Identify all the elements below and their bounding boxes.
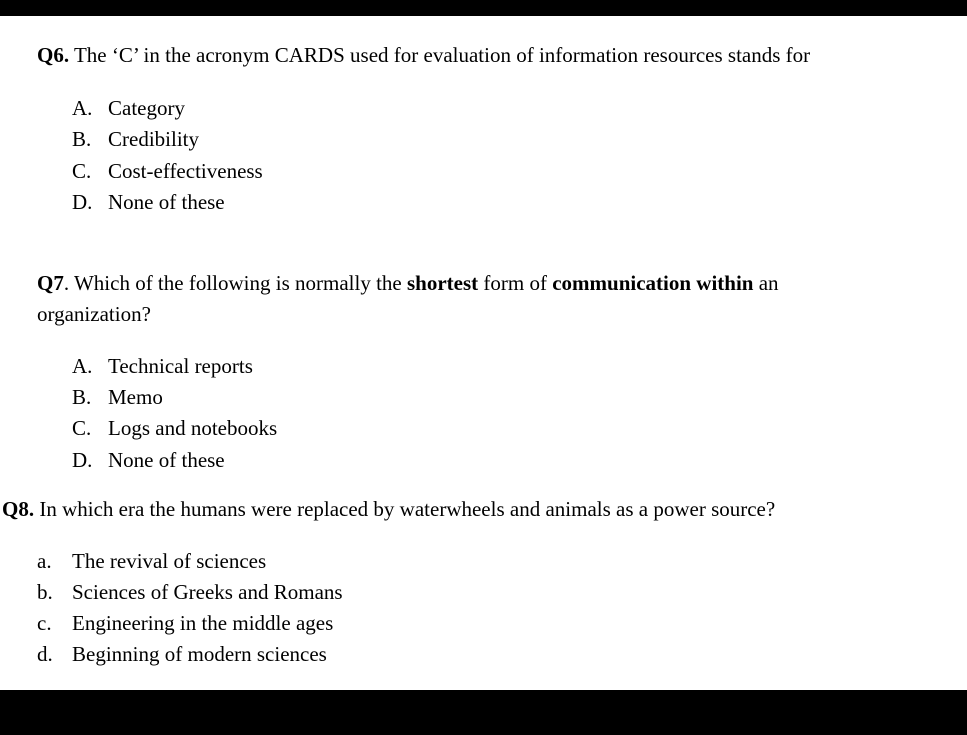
option-text: Sciences of Greeks and Romans [72,580,343,604]
option-letter: D. [72,190,93,214]
document-page [0,16,967,690]
option-text: Cost-effectiveness [108,159,263,183]
question-7-number: Q7 [37,271,64,295]
option-letter: B. [72,385,92,409]
option-text: None of these [108,448,225,472]
question-6-option-a [72,96,185,120]
option-letter: C. [72,416,92,440]
option-text: None of these [108,190,225,214]
question-8-text: In which era the humans were replaced by waterwheels and animals as a power source? [34,497,776,521]
option-text: Beginning of modern sciences [72,642,327,666]
option-text: Memo [108,385,163,409]
option-text: The revival of sciences [72,549,267,573]
question-7-stem-line-1 [37,268,779,299]
question-6-number: Q6. [37,43,70,67]
option-letter: b. [37,580,53,604]
option-letter: A. [72,96,93,120]
option-letter: D. [72,448,93,472]
question-8-option-a [37,549,267,573]
option-letter: a. [37,549,52,573]
question-8-option-b [37,580,343,604]
question-7-emphasis: communication within [552,271,754,295]
option-text: Engineering in the middle ages [72,611,334,635]
question-6-option-c [72,159,263,183]
question-7-emphasis: shortest [406,271,479,295]
option-letter: A. [72,354,93,378]
question-7-option-d [72,448,225,472]
option-text: Logs and notebooks [108,416,278,440]
option-letter: c. [37,611,52,635]
question-6-stem [37,40,810,71]
option-text: Credibility [108,127,199,151]
question-7-text-part: form of [478,271,553,295]
question-8-option-c [37,611,334,635]
option-letter: B. [72,127,92,151]
option-letter: d. [37,642,53,666]
question-7-stem-line-2: organization? [37,302,151,326]
question-8-number: Q8. [2,497,35,521]
top-black-bar [0,0,967,16]
question-6-text: The ‘C’ in the acronym CARDS used for evaluation of information resources stands for [69,43,811,67]
question-8-option-d [37,642,327,666]
question-7-text-part: . Which of the following is normally the [63,271,407,295]
bottom-black-bar [0,690,967,735]
question-6-option-b [72,127,199,151]
option-text: Technical reports [108,354,253,378]
question-7-text-part: an [753,271,779,295]
question-8-stem [2,494,775,525]
question-7-option-a [72,354,253,378]
question-7-option-b [72,385,163,409]
option-text: Category [108,96,185,120]
question-6-option-d [72,190,225,214]
option-letter: C. [72,159,92,183]
question-7-option-c [72,416,278,440]
